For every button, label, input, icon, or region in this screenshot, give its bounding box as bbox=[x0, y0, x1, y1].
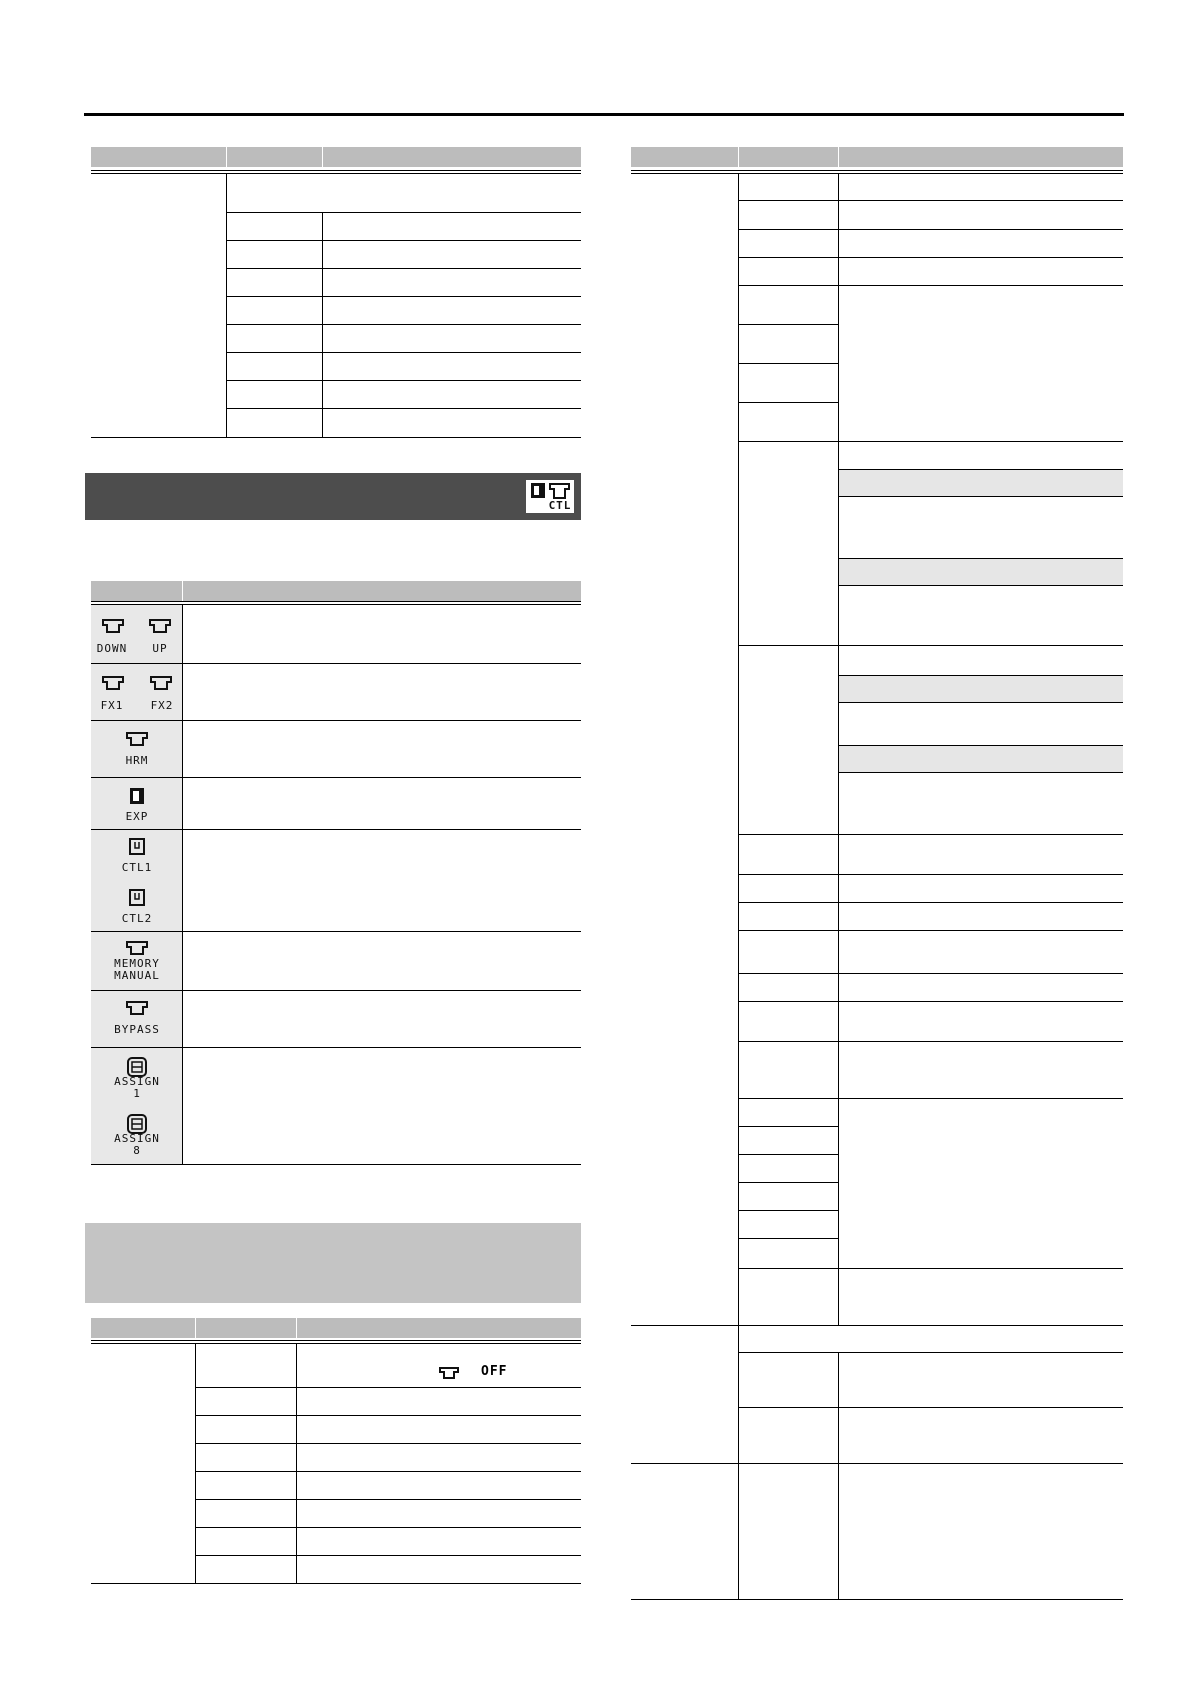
ctl2-label: CTL2 bbox=[121, 912, 153, 925]
exp-pedal-icon bbox=[526, 481, 574, 501]
table-header bbox=[91, 1318, 581, 1338]
down-label: DOWN bbox=[96, 642, 128, 655]
fx2-pedal-icon bbox=[149, 675, 173, 691]
table-header bbox=[631, 147, 1123, 167]
bypass-label: BYPASS bbox=[114, 1023, 160, 1036]
fx1-label: FX1 bbox=[100, 699, 124, 712]
table-header bbox=[91, 147, 581, 167]
assign1-icon bbox=[127, 1057, 147, 1077]
assign8-number: 8 bbox=[133, 1144, 141, 1157]
memory-label: MEMORY bbox=[114, 957, 160, 970]
assign1-label: ASSIGN bbox=[114, 1075, 160, 1088]
section-band-dark bbox=[85, 473, 581, 520]
ctl2-switch-icon bbox=[128, 889, 146, 907]
assign1-number: 1 bbox=[133, 1087, 141, 1100]
exp-pedal-icon bbox=[128, 787, 146, 805]
ctl1-switch-icon bbox=[128, 838, 146, 856]
assign8-label: ASSIGN bbox=[114, 1132, 160, 1145]
hrm-pedal-icon bbox=[125, 731, 149, 747]
up-pedal-icon bbox=[148, 618, 172, 634]
ctl-badge-label: CTL bbox=[548, 499, 572, 512]
up-label: UP bbox=[152, 642, 168, 655]
fx2-label: FX2 bbox=[150, 699, 174, 712]
page-top-rule bbox=[84, 113, 1124, 116]
assign8-icon bbox=[127, 1114, 147, 1134]
ctl1-label: CTL1 bbox=[121, 861, 153, 874]
bypass-pedal-icon bbox=[125, 1000, 149, 1016]
off-label: OFF bbox=[481, 1364, 508, 1379]
fx1-pedal-icon bbox=[101, 675, 125, 691]
pedal-icon bbox=[438, 1366, 460, 1380]
hrm-label: HRM bbox=[125, 754, 149, 767]
manual-label: MANUAL bbox=[114, 969, 160, 982]
down-pedal-icon bbox=[101, 618, 125, 634]
ctl-badge bbox=[526, 480, 574, 513]
icon-table-header bbox=[91, 581, 581, 601]
memory-manual-pedal-icon bbox=[125, 940, 149, 956]
section-band-light bbox=[85, 1223, 581, 1303]
exp-label: EXP bbox=[125, 810, 149, 823]
